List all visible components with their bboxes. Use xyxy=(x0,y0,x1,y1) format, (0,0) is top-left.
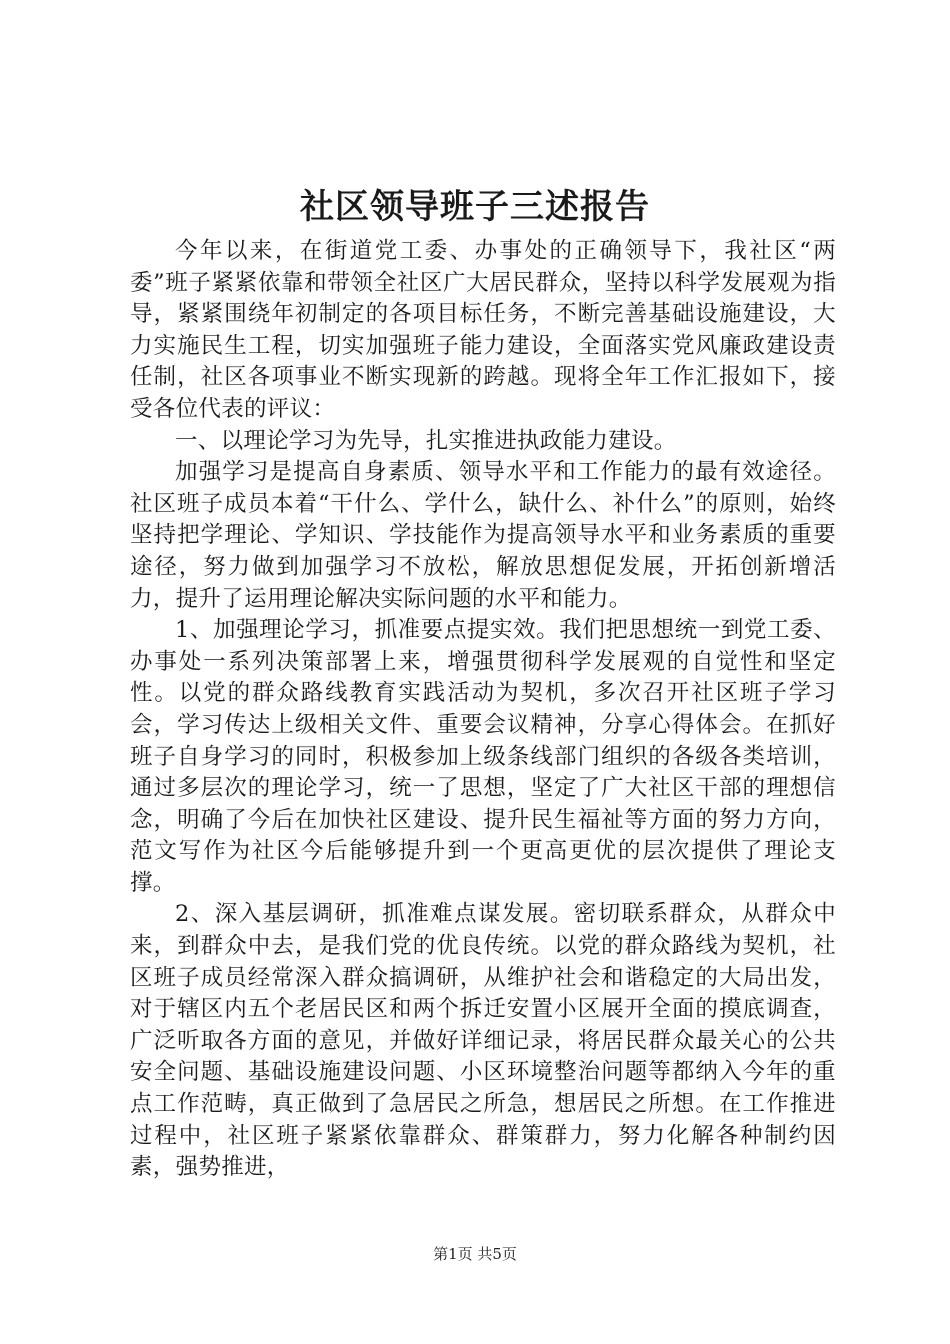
document-title: 社区领导班子三述报告 xyxy=(300,187,650,227)
document-body xyxy=(130,236,836,1184)
page-number-footer: 第1页 共5页 xyxy=(433,1245,517,1263)
paragraph-intro: 今年以来，在街道党工委、办事处的正确领导下，我社区“两委”班子紧紧依靠和带领全社区广大居民群众，坚持以科学发展观为指导，紧紧围绕年初制定的各项目标任务，不断完善基础设施建设，大力实施民生工程，切实加强班子能力建设，全面落实党风廉政建设责任制，社区各项事业不断实现新的跨越。现将全年工作汇报如下，接受各位代表的评议： xyxy=(130,238,836,422)
paragraph-item-1: 1、加强理论学习，抓准要点提实效。我们把思想统一到党工委、办事处一系列决策部署上来，增强贯彻科学发展观的自觉性和坚定性。以党的群众路线教育实践活动为契机，多次召开社区班子学习会，学习传达上级相关文件、重要会议精神，分享心得体会。在抓好班子自身学习的同时，积极参加上级条线部门组织的各级各类培训，通过多层次的理论学习，统一了思想，坚定了广大社区干部的理想信念，明确了今后在加快社区建设、提升民生福祉等方面的努力方向，范文写作为社区今后能够提升到一个更高更优的层次提供了理论支撑。 xyxy=(130,617,836,896)
section-heading-1: 一、以理论学习为先导，扎实推进执政能力建设。 xyxy=(175,427,677,454)
paragraph-study: 加强学习是提高自身素质、领导水平和工作能力的最有效途径。社区班子成员本着“干什么、学什么，缺什么、补什么”的原则，始终坚持把学理论、学知识、学技能作为提高领导水平和业务素质的重要途径，努力做到加强学习不放松，解放思想促发展，开拓创新增活力，提升了运用理论解决实际问题的水平和能力。 xyxy=(130,459,836,612)
paragraph-item-2: 2、深入基层调研，抓准难点谋发展。密切联系群众，从群众中来，到群众中去，是我们党的优良传统。以党的群众路线为契机，社区班子成员经常深入群众搞调研，从维护社会和谐稳定的大局出发，对于辖区内五个老居民区和两个拆迁安置小区展开全面的摸底调查，广泛听取各方面的意见，并做好详细记录，将居民群众最关心的公共安全问题、基础设施建设问题、小区环境整治问题等都纳入今年的重点工作范畴，真正做到了急居民之所急，想居民之所想。在工作推进过程中，社区班子紧紧依靠群众、群策群力，努力化解各种制约因素，强势推进， xyxy=(130,901,836,1181)
